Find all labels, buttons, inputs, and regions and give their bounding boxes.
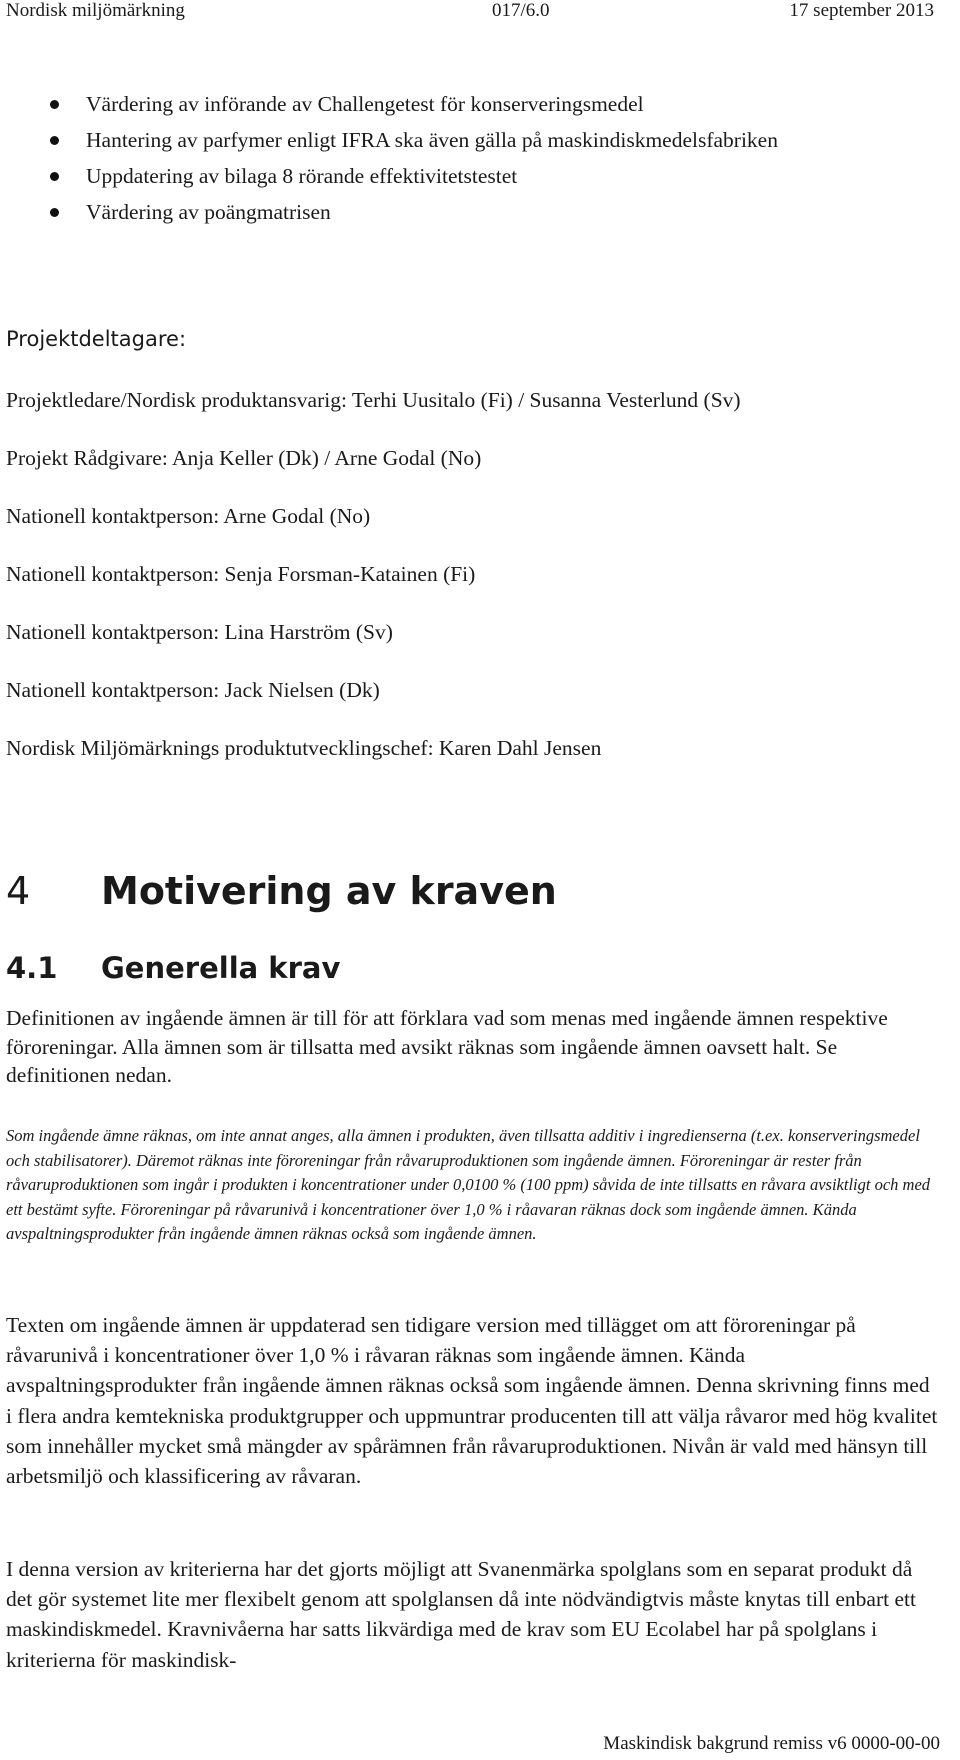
bullet-list (0, 86, 778, 230)
bullet-text: Värdering av införande av Challengetest för konserveringsmedel (86, 92, 644, 116)
participant-item: Nationell kontaktperson: Jack Nielsen (Dk) (6, 678, 380, 702)
bullet-icon (50, 136, 59, 145)
definition-quote-paragraph: Som ingående ämne räknas, om inte annat anges, alla ämnen i produkten, även tillsatta additiv i ingredienserna (t.ex. konserveringsmedel och stabilisatorer). Däremot räknas inte föroreningar från råvaruproduktionen som ingående ämnen. Föroreningar är rester från råvaruproduktionen som ingår i produkten i koncentrationer under 0,0100 % (100 ppm) såvida de inte tillsatts en råvara avsiktligt och med ett bestämt syfte. Föroreningar på råvarunivå i koncentrationer över 1,0 % i råavaran räknas dock som ingående ämnen. Kända avspaltningsprodukter från ingående ämnen räknas också som ingående ämnen. (6, 1126, 931, 1244)
bullet-item (0, 158, 778, 194)
bullet-text: Uppdatering av bilaga 8 rörande effektivitetstestet (86, 164, 518, 188)
header-date: 17 september 2013 (789, 0, 934, 21)
participant-item: Nationell kontaktperson: Senja Forsman-Katainen (Fi) (6, 562, 476, 586)
participant-item: Projekt Rådgivare: Anja Keller (Dk) / Arne Godal (No) (6, 446, 482, 470)
header-version: 017/6.0 (492, 0, 550, 21)
bullet-text: Hantering av parfymer enligt IFRA ska även gälla på maskindiskmedelsfabriken (86, 128, 778, 152)
bullet-item (0, 194, 778, 230)
subsection-number: 4.1 (6, 951, 58, 985)
participant-item: Nordisk Miljömärknings produktutvecklingschef: Karen Dahl Jensen (6, 736, 602, 760)
bullet-icon (50, 172, 59, 181)
bullet-item (0, 86, 778, 122)
section-title: Motivering av kraven (101, 869, 557, 913)
rinse-aid-paragraph: I denna version av kriterierna har det gjorts möjligt att Svanenmärka spolglans som en separat produkt då det gör systemet lite mer flexibelt genom att spolglansen då inte nödvändigtvis måste knytas till enbart ett maskindiskmedel. Kravnivåerna har satts likvärdiga med de krav som EU Ecolabel har på spolglans i kriterierna för maskindisk- (6, 1557, 916, 1672)
participant-item: Projektledare/Nordisk produktansvarig: Terhi Uusitalo (Fi) / Susanna Vesterlund (Sv) (6, 388, 741, 412)
participant-item: Nationell kontaktperson: Arne Godal (No) (6, 504, 371, 528)
definition-intro-paragraph: Definitionen av ingående ämnen är till för att förklara vad som menas med ingående ämnen respektive föroreningar. Alla ämnen som är tillsatta med avsikt räknas som ingående ämnen oavsett halt. Se definitionen nedan. (6, 1006, 888, 1087)
bullet-text: Värdering av poängmatrisen (86, 200, 331, 224)
bullet-icon (50, 100, 59, 109)
bullet-icon (50, 208, 59, 217)
subsection-title: Generella krav (101, 951, 341, 985)
page-footer: Maskindisk bakgrund remiss v6 0000-00-00 (603, 1733, 940, 1754)
participant-item: Nationell kontaktperson: Lina Harström (Sv) (6, 620, 393, 644)
section-number: 4 (6, 869, 31, 913)
section-4-1-heading (6, 950, 340, 986)
participants-list (6, 386, 741, 792)
bullet-item (0, 122, 778, 158)
header-left: Nordisk miljömärkning (6, 0, 185, 21)
participants-heading: Projektdeltagare: (6, 327, 187, 351)
update-note-paragraph: Texten om ingående ämnen är uppdaterad sen tidigare version med tillägget om att föroreningar på råvarunivå i koncentrationer över 1,0 % i råvaran räknas som ingående ämnen. Kända avspaltningsprodukter från ingående ämnen räknas också som ingående ämnen. Denna skrivning finns med i flera andra kemtekniska produktgrupper och uppmuntrar producenten till att välja råvaror med hög kvalitet som innehåller mycket små mängder av spårämnen från råvaruproduktionen. Nivån är vald med hänsyn till arbetsmiljö och klassificering av råvaran. (6, 1313, 938, 1489)
page-header (6, 0, 954, 26)
section-4-heading (6, 868, 557, 914)
